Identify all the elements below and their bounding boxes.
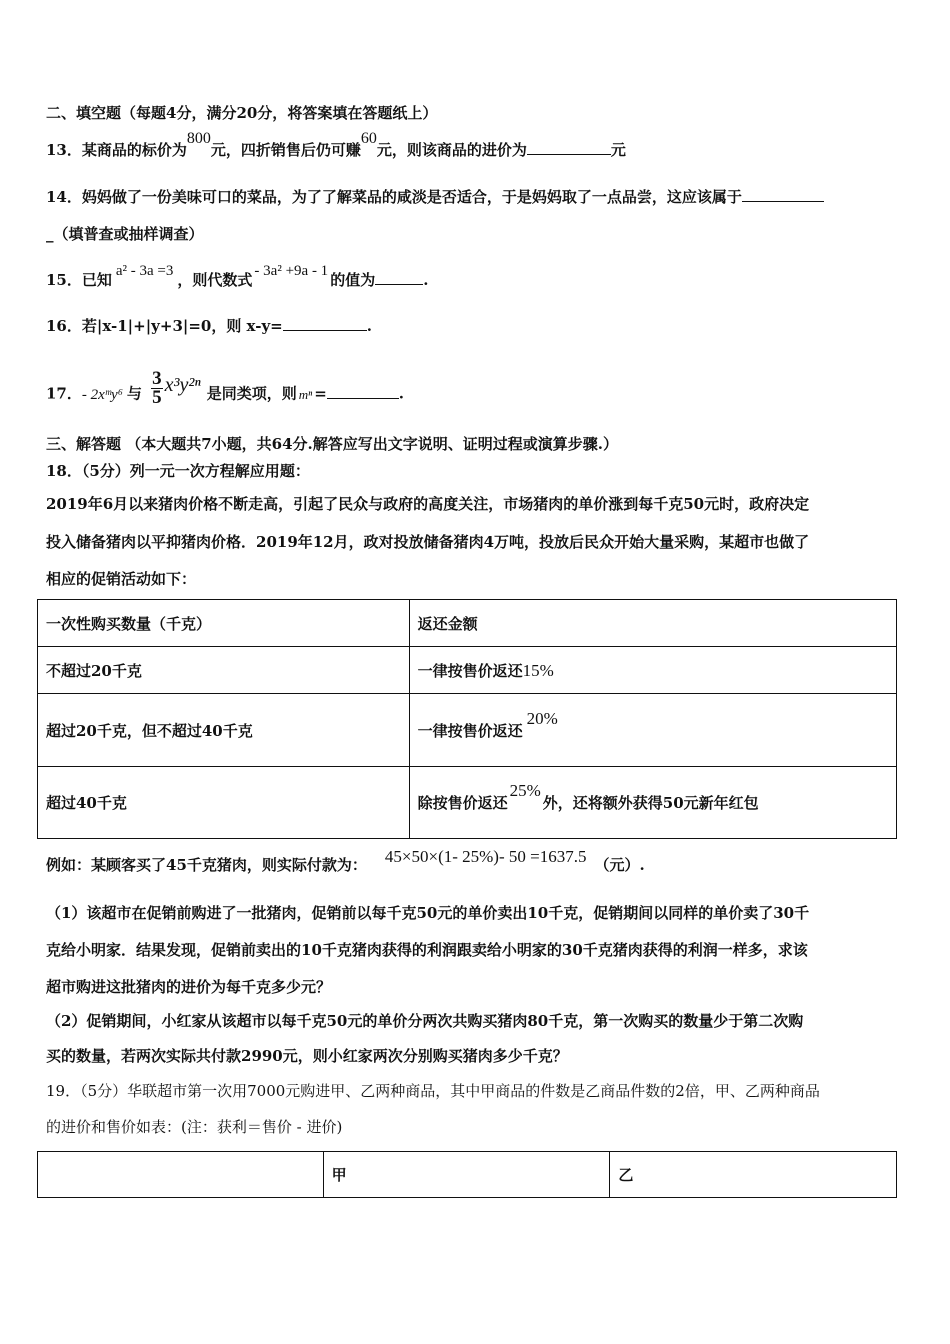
section-3-heading: 三、解答题 （本大题共7小题，共64分.解答应写出文字说明、证明过程或演算步骤.） <box>46 435 618 453</box>
table-cell-quantity: 不超过20千克 <box>38 647 410 694</box>
return-text: 一律按售价返还 <box>417 721 523 740</box>
q18-part2-line-2: 买的数量，若两次实际共付款2990元，则小红家两次分别购买猪肉多少千克？ <box>46 1047 568 1065</box>
q18-example <box>46 847 645 875</box>
q16-text-b: . <box>366 317 372 335</box>
q15-text-d: . <box>423 271 429 289</box>
q17-term2: x³y²ⁿ <box>164 373 201 396</box>
table-header-quantity: 一次性购买数量（千克） <box>38 600 410 647</box>
q15-answer-blank[interactable] <box>375 270 423 285</box>
return-extra-text: 外，还将额外获得50元新年红包 <box>542 794 759 812</box>
table-header-empty <box>38 1152 324 1198</box>
table-cell-return <box>409 767 896 839</box>
return-percent: 20% <box>526 708 558 728</box>
q17-text-b: 与 <box>126 384 142 403</box>
q18-part1-line-2: 克给小明家．结果发现，促销前卖出的10千克猪肉获得的利润跟卖给小明家的30千克猪肉获得的利润一样多，求该 <box>46 941 808 959</box>
q18-example-unit: （元）. <box>594 856 645 874</box>
q17-fraction-denominator: 5 <box>152 387 162 408</box>
q17-text-d: = <box>314 384 327 403</box>
q18-example-text: 例如：某顾客买了45千克猪肉，则实际付款为： <box>46 856 367 874</box>
question-17 <box>46 368 405 413</box>
table-header-return: 返还金额 <box>409 600 896 647</box>
question-13 <box>46 130 626 161</box>
q15-text-a: 15．已知 <box>46 271 112 289</box>
q18-paragraph-line-1: 2019年6月以来猪肉价格不断走高，引起了民众与政府的高度关注，市场猪肉的单价涨到每千克50元时，政府决定 <box>46 495 810 513</box>
q17-fraction <box>151 370 163 407</box>
q19-line-2: 的进价和售价如表：(注：获利＝售价 - 进价) <box>46 1118 343 1136</box>
q13-answer-blank[interactable] <box>527 140 611 155</box>
q14-text-b: _（填普查或抽样调查） <box>46 225 204 243</box>
q17-term1: - 2xᵐy⁶ <box>81 386 123 403</box>
q17-text-c: 是同类项，则 <box>206 384 297 403</box>
table-header-row <box>38 1152 897 1198</box>
q15-equation: a² - 3a =3 <box>115 263 174 279</box>
return-text: 一律按售价返还 <box>417 661 523 680</box>
q18-example-formula: 45×50×(1- 25%)- 50 =1637.5 <box>384 847 587 866</box>
table-header-row <box>38 600 897 647</box>
question-15 <box>46 263 429 291</box>
q15-text-c: 的值为 <box>330 271 376 289</box>
table-row <box>38 694 897 767</box>
table-cell-quantity: 超过40千克 <box>38 767 410 839</box>
q19-line-1: 19．（5分）华联超市第一次用7000元购进甲、乙两种商品，其中甲商品的件数是乙商品件数的2倍，甲、乙两种商品 <box>46 1082 820 1100</box>
q18-part1-line-1: （1）该超市在促销前购进了一批猪肉，促销前以每千克50元的单价卖出10千克，促销期间以同样的单价卖了30千 <box>46 904 810 922</box>
q18-part2-line-1: （2）促销期间，小红家从该超市以每千克50元的单价分两次共购买猪肉80千克，第一次购买的数量少于第二次购 <box>46 1012 804 1030</box>
q17-text-a: 17． <box>46 384 82 403</box>
table-cell-return <box>409 647 896 694</box>
table-header-jia: 甲 <box>323 1152 610 1198</box>
question-16 <box>46 316 372 336</box>
q19-price-table <box>37 1151 897 1198</box>
return-percent: 25% <box>509 781 541 800</box>
return-percent: 15% <box>522 660 554 680</box>
section-2-heading: 二、填空题（每题4分，满分20分，将答案填在答题纸上） <box>46 104 438 122</box>
table-row <box>38 647 897 694</box>
table-row <box>38 767 897 839</box>
table-cell-quantity: 超过20千克，但不超过40千克 <box>38 694 410 767</box>
q14-text-a: 14．妈妈做了一份美味可口的菜品，为了了解菜品的咸淡是否适合，于是妈妈取了一点品尝，这应该属于 <box>46 188 742 206</box>
q13-text-d: 元 <box>610 141 626 159</box>
q18-paragraph-line-3: 相应的促销活动如下： <box>46 570 197 588</box>
q15-expression: - 3a² +9a - 1 <box>254 263 329 279</box>
question-14 <box>46 187 824 207</box>
q17-text-e: . <box>398 384 405 403</box>
q18-paragraph-line-2: 投入储备猪肉以平抑猪肉价格．2019年12月，政对投放储备猪肉4万吨，投放后民众开始大量采购，某超市也做了 <box>46 533 810 551</box>
q14-answer-blank[interactable] <box>742 187 824 202</box>
q13-text-c: 元，则该商品的进价为 <box>376 141 527 159</box>
q13-text-b: 元，四折销售后仍可赚 <box>210 141 361 159</box>
q18-promotion-table <box>37 599 897 839</box>
q13-price: 800 <box>186 130 211 147</box>
q18-title: 18．（5分）列一元一次方程解应用题： <box>46 462 310 480</box>
q17-answer-blank[interactable] <box>327 384 399 399</box>
q13-text-a: 13．某商品的标价为 <box>46 141 187 159</box>
return-text: 除按售价返还 <box>417 794 508 812</box>
q15-text-b: ，则代数式 <box>177 271 253 289</box>
q17-power: mⁿ <box>298 386 313 402</box>
table-header-yi: 乙 <box>610 1152 897 1198</box>
q16-answer-blank[interactable] <box>283 316 367 331</box>
q13-profit: 60 <box>360 130 377 147</box>
q17-fraction-numerator: 3 <box>152 368 162 389</box>
q16-text-a: 16．若|x-1|+|y+3|=0，则 x-y= <box>46 317 283 335</box>
table-cell-return <box>409 694 896 767</box>
q18-part1-line-3: 超市购进这批猪肉的进价为每千克多少元？ <box>46 978 332 996</box>
